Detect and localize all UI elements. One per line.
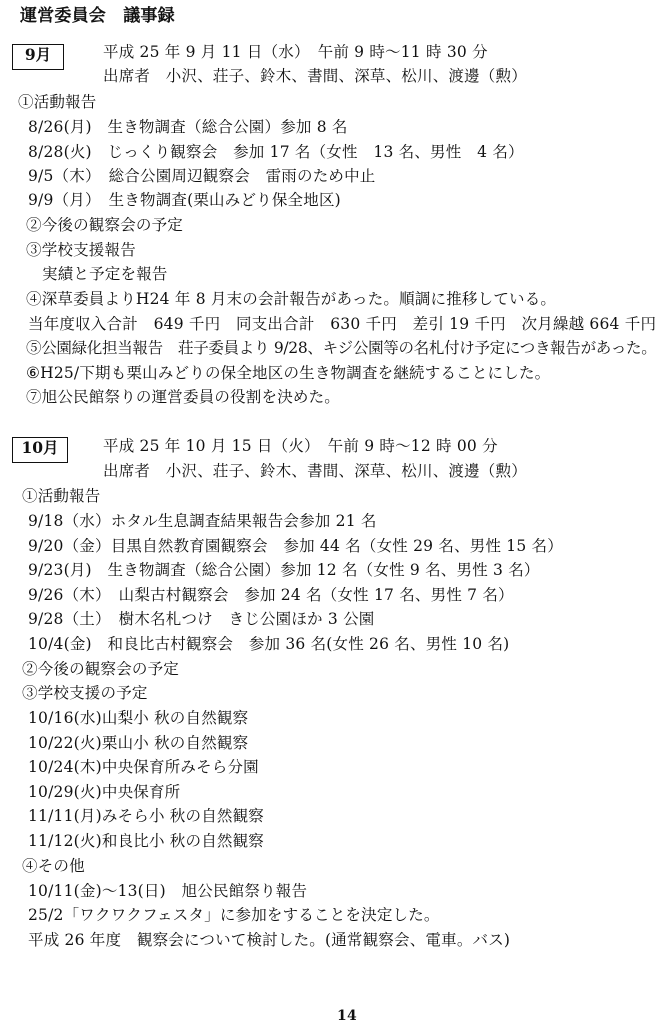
agenda-heading: ⑥H25/下期も栗山みどりの保全地区の生き物調査を継続することにした。 (26, 364, 551, 382)
agenda-line: 10/24(木)中央保育所みそら分園 (28, 758, 259, 776)
agenda-heading: ①活動報告 (18, 93, 97, 111)
agenda-line: 9/23(月) 生き物調査（総合公園）参加 12 名（女性 9 名、男性 3 名） (28, 561, 540, 579)
agenda-heading: ④深草委員よりH24 年 8 月末の会計報告があった。順調に推移している。 (26, 290, 557, 308)
agenda-line: 実績と予定を報告 (42, 265, 168, 283)
agenda-line: 25/2「ワクワクフェスタ」に参加をすることを決定した。 (28, 906, 440, 924)
agenda-line: 10/11(金)〜13(日) 旭公民館祭り報告 (28, 882, 308, 900)
agenda-line: 8/26(月) 生き物調査（総合公園）参加 8 名 (28, 118, 348, 136)
agenda-line: 平成 26 年度 観察会について検討した。(通常観察会、電車。バス) (28, 931, 511, 949)
agenda-line: 8/28(火) じっくり観察会 参加 17 名（女性 13 名、男性 4 名） (28, 143, 524, 161)
agenda-line: 10/29(火)中央保育所 (28, 783, 181, 801)
page-number: 14 (337, 1008, 357, 1024)
agenda-heading: ③学校支援報告 (26, 241, 136, 259)
agenda-line: 9/18（水）ホタル生息調査結果報告会参加 21 名 (28, 512, 377, 530)
meeting-datetime: 平成 25 年 9 月 11 日（水） 午前 9 時〜11 時 30 分 (103, 43, 488, 61)
agenda-line: 当年度収入合計 649 千円 同支出合計 630 千円 差引 19 千円 次月繰越 664 千円 (28, 315, 657, 333)
agenda-line: 9/20（金）目黒自然教育園観察会 参加 44 名（女性 29 名、男性 15 名） (28, 537, 563, 555)
page-title: 運営委員会 議事録 (20, 6, 175, 26)
month-box: 10月 (12, 437, 68, 463)
agenda-heading: ②今後の観察会の予定 (22, 660, 180, 678)
meeting-attendees: 出席者 小沢、荘子、鈴木、書間、深草、松川、渡邊（勲） (103, 67, 527, 85)
agenda-line: 11/12(火)和良比小 秋の自然観察 (28, 832, 264, 850)
meeting-attendees: 出席者 小沢、荘子、鈴木、書間、深草、松川、渡邊（勲） (103, 462, 527, 480)
agenda-line: 9/9（月） 生き物調査(栗山みどり保全地区) (28, 191, 341, 209)
agenda-heading: ②今後の観察会の予定 (26, 216, 184, 234)
agenda-heading: ④その他 (22, 857, 85, 875)
agenda-heading: ③学校支援の予定 (22, 684, 148, 702)
agenda-line: 10/4(金) 和良比古村観察会 参加 36 名(女性 26 名、男性 10 名) (28, 635, 510, 653)
agenda-line: 10/16(水)山梨小 秋の自然観察 (28, 709, 249, 727)
agenda-line: 10/22(火)栗山小 秋の自然観察 (28, 734, 249, 752)
agenda-line: 11/11(月)みそら小 秋の自然観察 (28, 807, 264, 825)
month-box: 9月 (12, 44, 64, 70)
agenda-line: 9/26（木） 山梨古村観察会 参加 24 名（女性 17 名、男性 7 名） (28, 586, 514, 604)
meeting-datetime: 平成 25 年 10 月 15 日（火） 午前 9 時〜12 時 00 分 (103, 437, 498, 455)
agenda-line: 9/28（土） 樹木名札つけ きじ公園ほか 3 公園 (28, 610, 375, 628)
agenda-heading: ⑦旭公民館祭りの運営委員の役割を決めた。 (26, 388, 341, 406)
agenda-line: 9/5（木） 総合公園周辺観察会 雷雨のため中止 (28, 167, 376, 185)
agenda-heading: ①活動報告 (22, 487, 101, 505)
agenda-heading: ⑤公園緑化担当報告 荘子委員より 9/28、キジ公園等の名札付け予定につき報告があった。 (26, 339, 657, 357)
